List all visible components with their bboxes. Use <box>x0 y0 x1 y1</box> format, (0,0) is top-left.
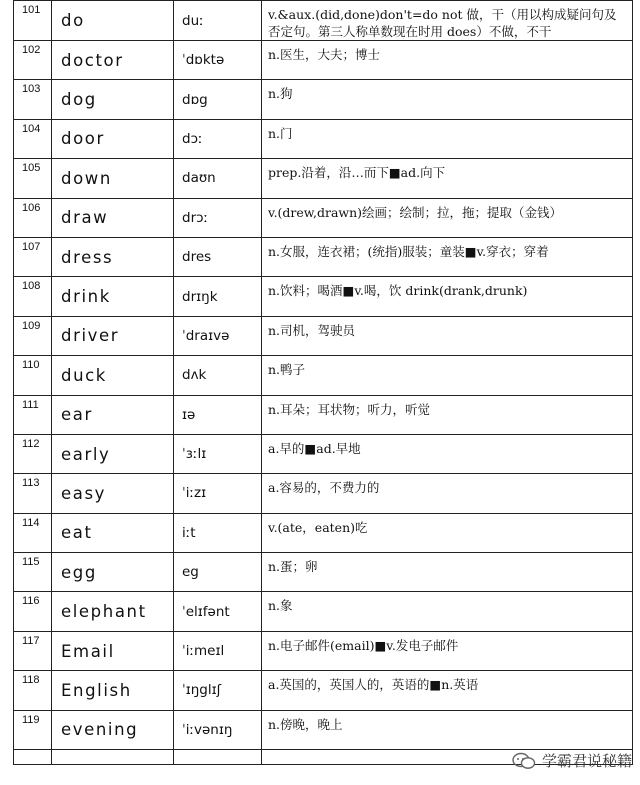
entry-number: 113 <box>14 474 52 513</box>
table-row <box>14 553 633 592</box>
empty-cell <box>52 750 174 765</box>
entry-word: eat <box>52 513 174 552</box>
table-row <box>14 198 633 237</box>
entry-word: door <box>52 119 174 158</box>
watermark <box>512 750 632 771</box>
entry-meaning: n.司机，驾驶员 <box>262 316 633 355</box>
entry-phonetic: ˈiːvənɪŋ <box>174 710 262 749</box>
table-row <box>14 395 633 434</box>
entry-word: elephant <box>52 592 174 631</box>
table-row <box>14 316 633 355</box>
entry-number: 118 <box>14 671 52 710</box>
entry-phonetic: ˈdɒktə <box>174 41 262 80</box>
entry-word: Email <box>52 631 174 670</box>
entry-word: evening <box>52 710 174 749</box>
entry-number: 107 <box>14 237 52 276</box>
entry-meaning: n.女服，连衣裙；(统指)服装；童装■v.穿衣；穿着 <box>262 237 633 276</box>
entry-number: 106 <box>14 198 52 237</box>
entry-phonetic: dɔː <box>174 119 262 158</box>
entry-meaning: a.早的■ad.早地 <box>262 434 633 473</box>
entry-number: 117 <box>14 631 52 670</box>
entry-number: 108 <box>14 277 52 316</box>
entry-number: 119 <box>14 710 52 749</box>
entry-phonetic: ˈiːmeɪl <box>174 631 262 670</box>
entry-phonetic: ˈelɪfənt <box>174 592 262 631</box>
entry-meaning: n.耳朵；耳状物；听力，听觉 <box>262 395 633 434</box>
table-row <box>14 159 633 198</box>
entry-number: 104 <box>14 119 52 158</box>
entry-phonetic: ˈɪŋglɪʃ <box>174 671 262 710</box>
empty-cell <box>14 750 52 765</box>
entry-number: 115 <box>14 553 52 592</box>
table-row <box>14 80 633 119</box>
entry-meaning: a.英国的，英国人的，英语的■n.英语 <box>262 671 633 710</box>
entry-phonetic: ˈiːzɪ <box>174 474 262 513</box>
entry-meaning: n.医生，大夫；博士 <box>262 41 633 80</box>
entry-phonetic: dʌk <box>174 356 262 395</box>
entry-phonetic: ɪə <box>174 395 262 434</box>
entry-meaning: v.(drew,drawn)绘画；绘制；拉，拖；提取（金钱） <box>262 198 633 237</box>
entry-number: 116 <box>14 592 52 631</box>
entry-number: 101 <box>14 1 52 41</box>
entry-number: 109 <box>14 316 52 355</box>
table-row <box>14 474 633 513</box>
entry-phonetic: ˈdraɪvə <box>174 316 262 355</box>
entry-meaning: a.容易的，不费力的 <box>262 474 633 513</box>
table-row <box>14 356 633 395</box>
entry-word: English <box>52 671 174 710</box>
vocabulary-table <box>13 0 633 765</box>
entry-meaning: n.门 <box>262 119 633 158</box>
entry-number: 111 <box>14 395 52 434</box>
table-row <box>14 631 633 670</box>
entry-word: early <box>52 434 174 473</box>
entry-phonetic: eg <box>174 553 262 592</box>
entry-number: 114 <box>14 513 52 552</box>
entry-word: down <box>52 159 174 198</box>
entry-word: do <box>52 1 174 41</box>
entry-meaning: n.蛋；卵 <box>262 553 633 592</box>
entry-number: 103 <box>14 80 52 119</box>
table-row <box>14 434 633 473</box>
entry-phonetic: dɒg <box>174 80 262 119</box>
entry-number: 110 <box>14 356 52 395</box>
entry-meaning: n.傍晚，晚上 <box>262 710 633 749</box>
entry-word: drink <box>52 277 174 316</box>
table-row <box>14 41 633 80</box>
table-row <box>14 513 633 552</box>
entry-meaning: n.饮料；喝酒■v.喝，饮 drink(drank,drunk) <box>262 277 633 316</box>
vocabulary-table-body <box>14 1 633 765</box>
entry-word: dress <box>52 237 174 276</box>
table-row <box>14 592 633 631</box>
entry-meaning: v.(ate，eaten)吃 <box>262 513 633 552</box>
entry-word: driver <box>52 316 174 355</box>
table-row <box>14 710 633 749</box>
entry-phonetic: ˈɜːlɪ <box>174 434 262 473</box>
entry-phonetic: dres <box>174 237 262 276</box>
entry-word: duck <box>52 356 174 395</box>
entry-number: 105 <box>14 159 52 198</box>
entry-word: dog <box>52 80 174 119</box>
table-row <box>14 237 633 276</box>
watermark-text: 学霸君说秘籍 <box>541 752 632 770</box>
entry-meaning: n.象 <box>262 592 633 631</box>
entry-phonetic: drɔː <box>174 198 262 237</box>
entry-meaning: n.狗 <box>262 80 633 119</box>
table-row <box>14 1 633 41</box>
entry-meaning: prep.沿着，沿…而下■ad.向下 <box>262 159 633 198</box>
entry-phonetic: iːt <box>174 513 262 552</box>
entry-phonetic: drɪŋk <box>174 277 262 316</box>
entry-word: ear <box>52 395 174 434</box>
wechat-icon <box>512 752 536 770</box>
entry-word: draw <box>52 198 174 237</box>
entry-phonetic: daʊn <box>174 159 262 198</box>
entry-word: doctor <box>52 41 174 80</box>
entry-phonetic: duː <box>174 1 262 41</box>
table-row <box>14 119 633 158</box>
entry-word: egg <box>52 553 174 592</box>
entry-number: 112 <box>14 434 52 473</box>
table-row <box>14 671 633 710</box>
entry-meaning: n.电子邮件(email)■v.发电子邮件 <box>262 631 633 670</box>
empty-cell <box>174 750 262 765</box>
table-row <box>14 277 633 316</box>
entry-word: easy <box>52 474 174 513</box>
entry-number: 102 <box>14 41 52 80</box>
entry-meaning: v.&aux.(did,done)don't=do not 做，干（用以构成疑问句及否定句。第三人称单数现在时用 does）不做，不干 <box>262 1 633 41</box>
entry-meaning: n.鸭子 <box>262 356 633 395</box>
